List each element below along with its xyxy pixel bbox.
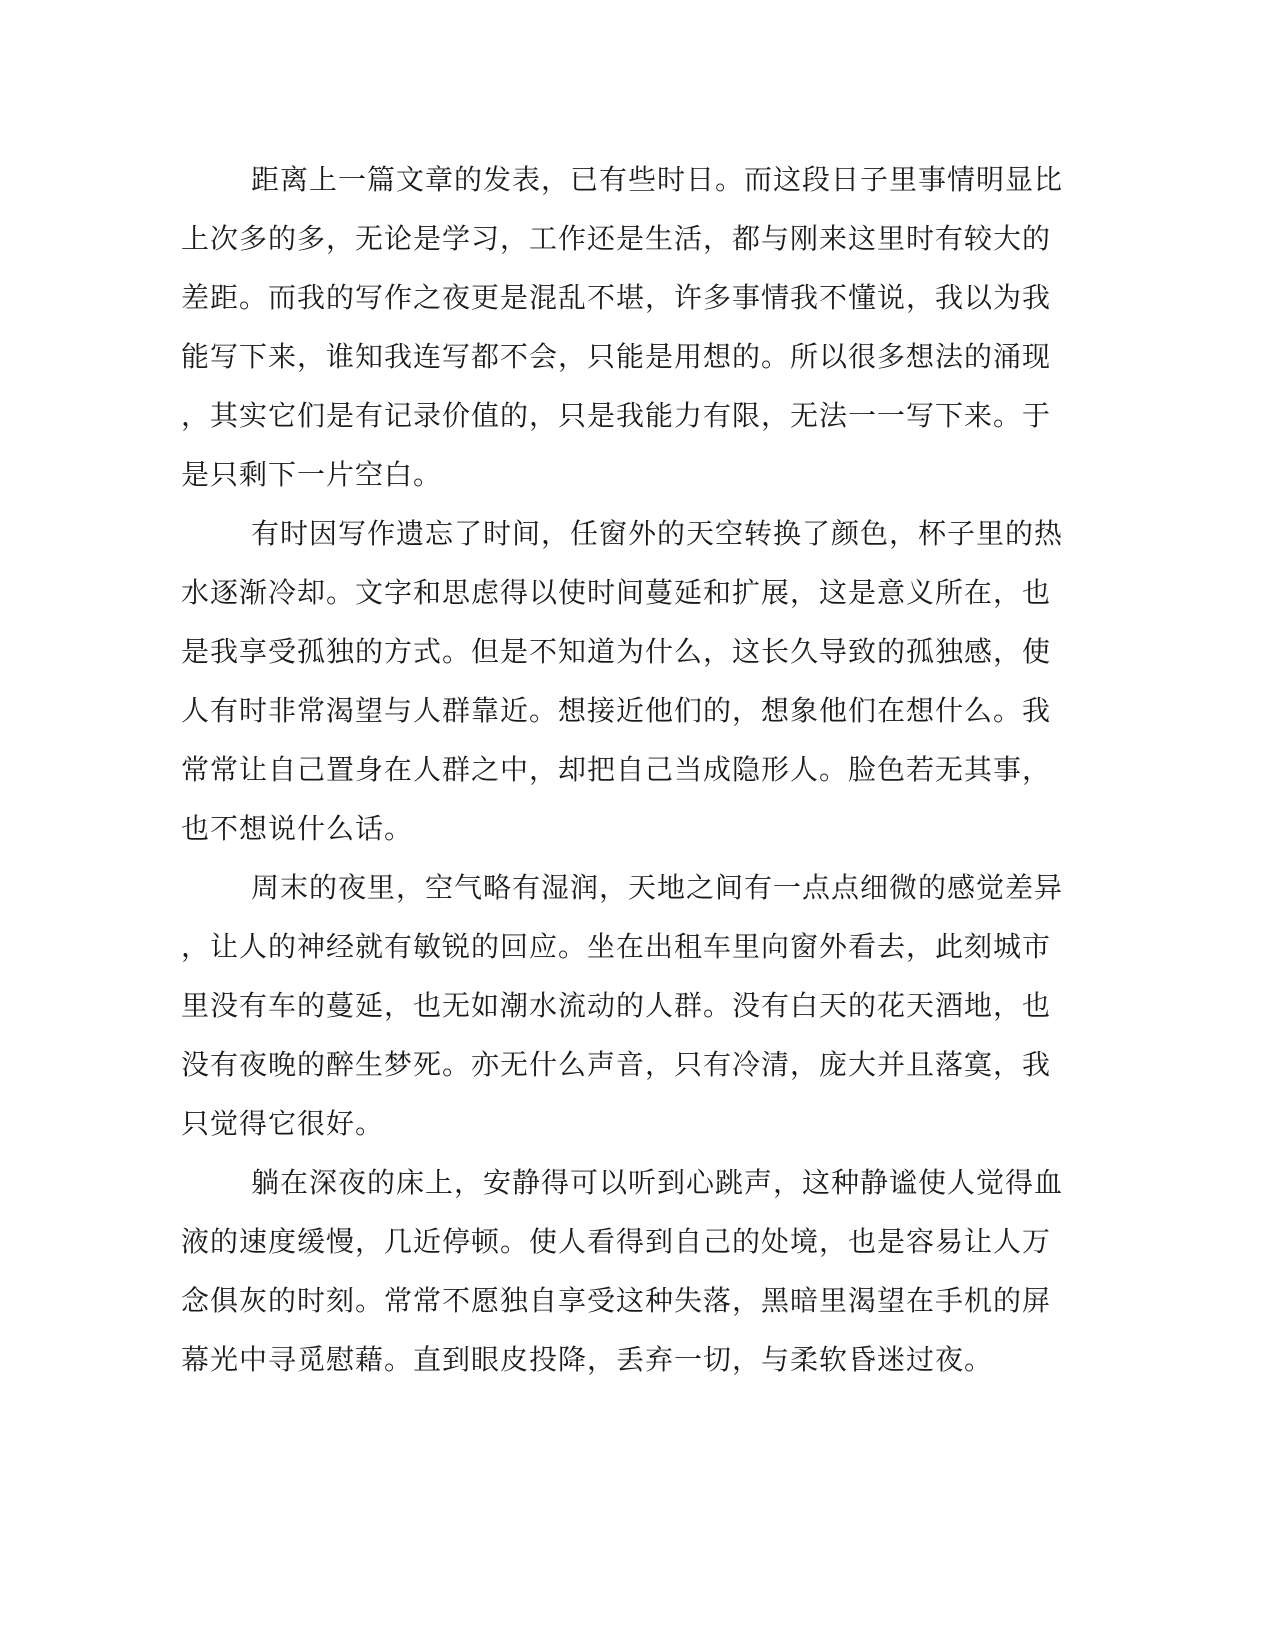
text-line: 周末的夜里，空气略有湿润，天地之间有一点点细微的感觉差异 [251, 871, 1064, 904]
text-line: 是我享受孤独的方式。但是不知道为什么，这长久导致的孤独感，使 [181, 635, 1052, 668]
text-line: 念俱灰的时刻。常常不愿独自享受这种失落，黑暗里渴望在手机的屏 [181, 1284, 1052, 1317]
paragraph-1 [181, 150, 1064, 504]
text-line: 上次多的多，无论是学习，工作还是生活，都与刚来这里时有较大的 [181, 222, 1052, 255]
paragraph-2 [181, 504, 1064, 858]
paragraph-3 [181, 858, 1064, 1153]
text-line: ，让人的神经就有敏锐的回应。坐在出租车里向窗外看去，此刻城市 [181, 930, 1052, 963]
text-line: 也不想说什么话。 [181, 812, 414, 845]
text-line: 人有时非常渴望与人群靠近。想接近他们的，想象他们在想什么。我 [181, 694, 1052, 727]
text-line: 水逐渐冷却。文字和思虑得以使时间蔓延和扩展，这是意义所在，也 [181, 576, 1052, 609]
text-line: 躺在深夜的床上，安静得可以听到心跳声，这种静谧使人觉得血 [251, 1166, 1064, 1199]
paragraph-4 [181, 1153, 1064, 1389]
text-line: 是只剩下一片空白。 [181, 458, 443, 491]
text-line: 距离上一篇文章的发表，已有些时日。而这段日子里事情明显比 [251, 163, 1064, 196]
text-line: 没有夜晚的醉生梦死。亦无什么声音，只有冷清，庞大并且落寞，我 [181, 1048, 1052, 1081]
text-line: 幕光中寻觅慰藉。直到眼皮投降，丢弃一切，与柔软昏迷过夜。 [181, 1343, 994, 1376]
document-body [181, 150, 1064, 1389]
text-line: ，其实它们是有记录价值的，只是我能力有限，无法一一写下来。于 [181, 399, 1052, 432]
text-line: 里没有车的蔓延，也无如潮水流动的人群。没有白天的花天酒地，也 [181, 989, 1052, 1022]
text-line: 差距。而我的写作之夜更是混乱不堪，许多事情我不懂说，我以为我 [181, 281, 1052, 314]
text-line: 有时因写作遗忘了时间，任窗外的天空转换了颜色，杯子里的热 [251, 517, 1064, 550]
text-line: 液的速度缓慢，几近停顿。使人看得到自己的处境，也是容易让人万 [181, 1225, 1052, 1258]
text-line: 能写下来，谁知我连写都不会，只能是用想的。所以很多想法的涌现 [181, 340, 1052, 373]
text-line: 常常让自己置身在人群之中，却把自己当成隐形人。脸色若无其事， [181, 753, 1052, 786]
text-line: 只觉得它很好。 [181, 1107, 385, 1140]
